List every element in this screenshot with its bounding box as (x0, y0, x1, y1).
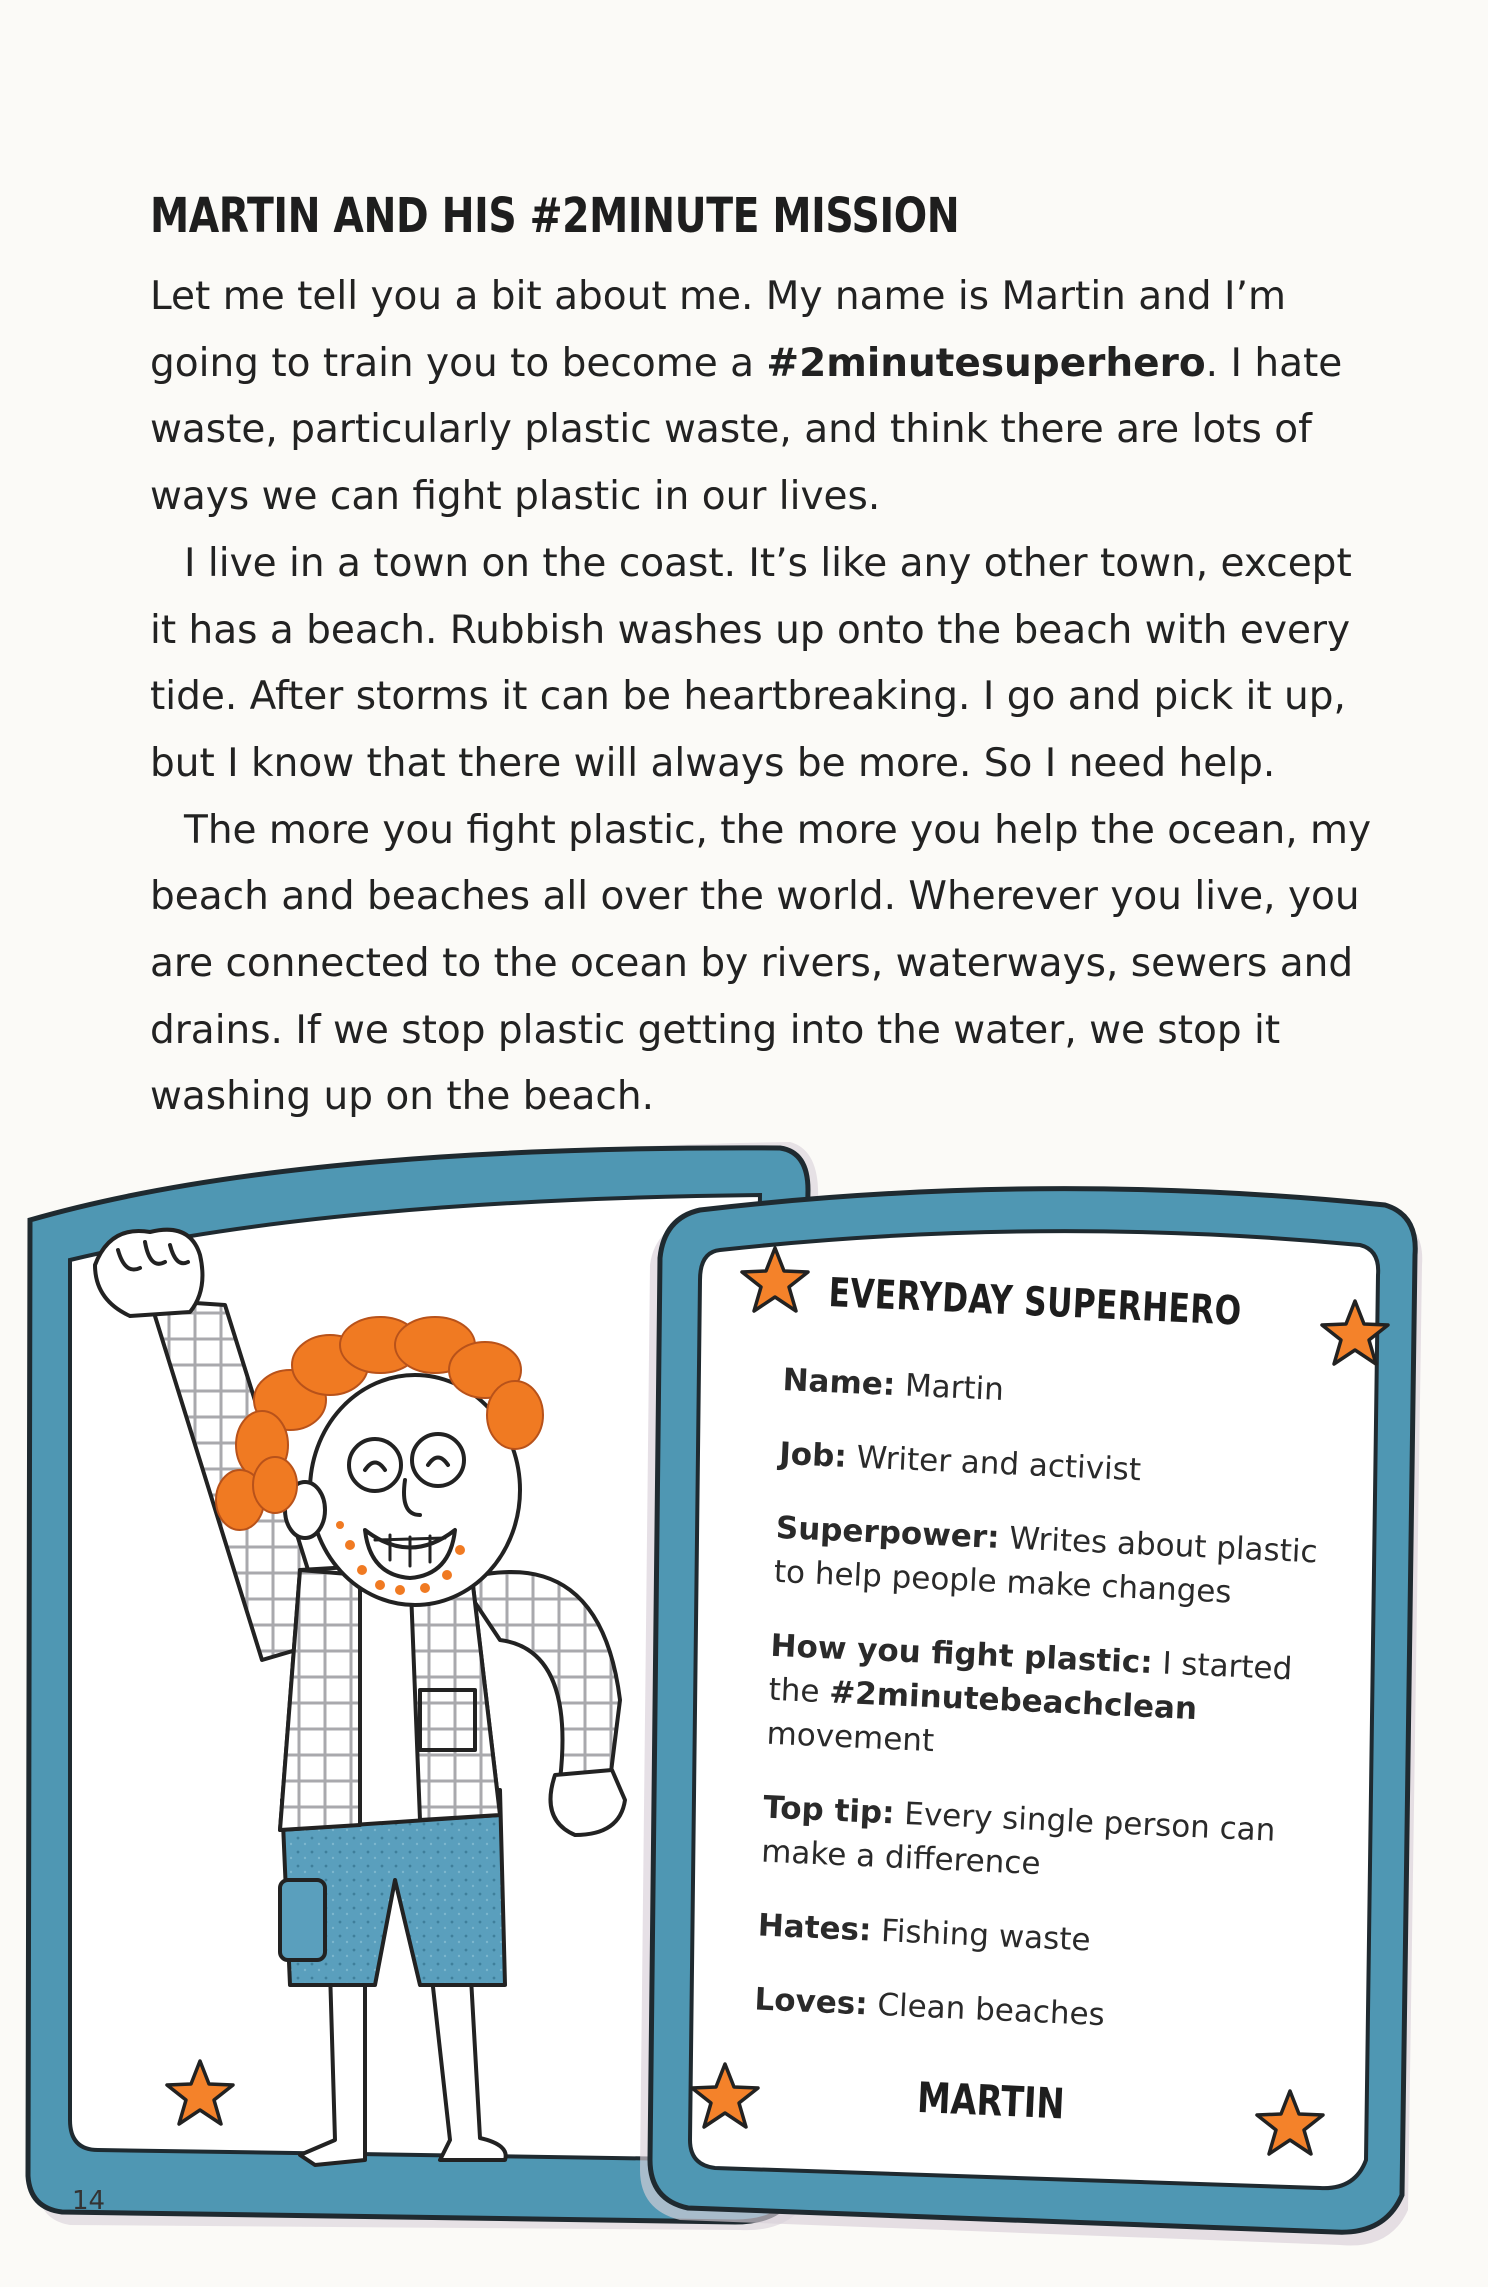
card-rows (752, 1358, 1343, 2077)
card-row-fight: How you fight plastic: I started the #2minutebeachclean movement (765, 1627, 1294, 1760)
paragraph-2: I live in a town on the coast. It’s like any other town, except it has a beach. Rubbish washes up onto the beach with every tide. After storms it can be heartbreaking. I go and pick it up, but I know that there will always be more. So I need help. (150, 540, 1352, 786)
card-row-job: Job: Writer and activist (778, 1435, 1142, 1489)
card-row-hates: Hates: Fishing waste (757, 1907, 1092, 1959)
card-signature: MARTIN (916, 2072, 1066, 2129)
superhero-card (669, 1225, 1411, 2196)
hashtag-beachclean: #2minutebeachclean (828, 1674, 1198, 1728)
card-row-name: Name: Martin (781, 1362, 1005, 1409)
page-heading: MARTIN AND HIS #2MINUTE MISSION (150, 188, 960, 244)
paragraph-1: Let me tell you a bit about me. My name is Martin and I’m going to train you to become a #2minutesuperhero. I hate waste, particularly plastic waste, and think there are lots of ways we can fight plastic in our lives. (150, 274, 1343, 520)
page-number: 14 (72, 2186, 106, 2216)
card-title: EVERYDAY SUPERHERO (827, 1270, 1243, 1335)
card-row-tip: Top tip: Every single person can make a difference (760, 1789, 1277, 1883)
card-row-superpower: Superpower: Writes about plastic to help people make changes (773, 1509, 1319, 1611)
body-text (150, 264, 1380, 1131)
paragraph-3: The more you fight plastic, the more you help the ocean, my beach and beaches all over the world. Wherever you live, you are connected to the ocean by rivers, waterways, sewers and drains. If we stop plastic getting into the water, we stop it washing up on the beach. (150, 807, 1372, 1120)
card-row-loves: Loves: Clean beaches (753, 1981, 1106, 2034)
hashtag-superhero: #2minutesuperhero (766, 340, 1206, 386)
